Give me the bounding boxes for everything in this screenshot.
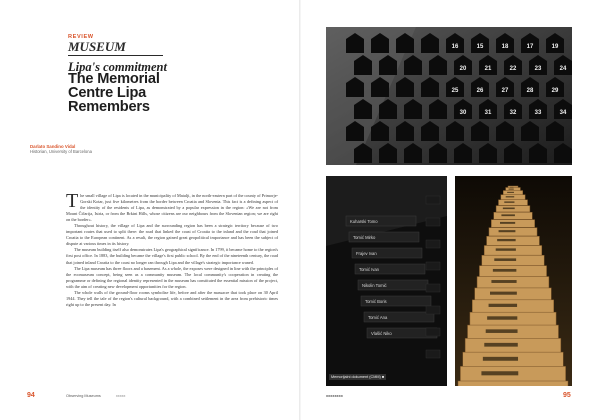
wooden-box [472,300,553,313]
wooden-box [463,352,563,368]
plaque-name: Tomić Ana [368,315,388,320]
plaque-number: 30 [459,110,467,116]
plaque-number: 25 [451,88,459,94]
footer-title: Observing Museums [66,394,101,398]
photo-house-wall [326,27,572,165]
dropcap: T [66,190,79,212]
name-plaque [364,312,434,322]
photo-name-plaques [326,176,447,386]
page-number-left: 94 [27,392,35,399]
running-footer-right: xxxxxxxx [326,394,343,398]
paragraph: The whole walls of the ground-floor rooms symbolise life, before and after the massacre that took place on 30 April 1944. They tell the tale of the region's cultural background, with a combined settlement in the area from prehistoric times right up to the present day. In [66,289,278,307]
wooden-box [479,266,546,277]
wooden-box [501,195,525,200]
wooden-box [489,228,537,236]
plaque-number: 27 [501,88,509,94]
section-tag: REVIEW [68,34,94,40]
kicker-rule [68,55,163,56]
article-title [68,72,238,114]
name-plaque [349,232,419,242]
author-name: Darlato Sandino Vidal [30,144,76,149]
plaque-number: 23 [534,66,542,72]
wooden-box [491,220,534,228]
plaque-number: 21 [484,66,492,72]
plaque-number: 34 [559,110,567,116]
page-number-right: 95 [563,392,571,399]
name-plaque [346,216,416,226]
plaque-number: 19 [551,44,559,50]
plaque-name: Tomić Boris [365,299,387,304]
plaque-name: Tomić Ivan [359,267,380,272]
plaque-name: Kuharski Tomo [350,219,378,224]
plaque-number: 31 [484,110,492,116]
plaque-number: 29 [551,88,559,94]
plaque-name: Frajev Ivan [356,251,377,256]
house-wall-image [326,27,572,165]
plaque-number: 22 [509,66,517,72]
plaque-number: 17 [526,44,534,50]
wooden-box [458,381,568,386]
wooden-box [487,236,540,245]
wooden-box [468,325,559,339]
plaque-number: 24 [559,66,567,72]
running-footer-left [66,394,125,398]
author-affiliation: Historian, University of Barcelona [30,149,92,154]
name-plaques-image [326,176,447,386]
plaque-number: 32 [509,110,517,116]
wooden-box [484,245,542,255]
paragraph: The small village of Lipa is located in the municipality of Matulji, in the north-eastern part of the county of Primorje-Gorski Kotar, just five kilometres from the border between Croatia and Slovenia. This fact is a defining aspect of the identity of the residents of Lipa, as demonstrated by a popular expression in the region: «We are not from Mount Čičarija, Istria, or from the Brkini Hills, whose citizens are our neighbours from the Slovenian region; we are right on the border». [66,190,278,223]
wooden-box [482,255,544,265]
article-subtitle: Lipa's commitment [68,60,167,74]
photo-wooden-boxes [455,176,572,386]
paragraph: Throughout history, the village of Lipa and the surrounding region has been a strategic territory because of two important routes that used to split there: the road that linked the coast of Croatia to the inland and the road that joined Croatia to the European continent. As a result, the region gained great geopolitical importance and has been the subject of dispute at various times in its history. [66,223,278,247]
paragraph: The Lipa museum has three floors and a basement. As a whole, the exposes were designed in line with the principles of the ecomuseum concept, being seen as a community museum. The local community's cooperation in creating the programme or defining the regional identity represented in the museum has constituted the essential mission of the project, with the aim of creating new development opportunities for the region. [66,265,278,289]
plaque-number: 26 [476,88,484,94]
plaque-number: 15 [476,44,484,50]
wooden-box [475,288,552,300]
plaque-name: Nikolin Tomić [362,283,387,288]
wooden-box [477,277,549,289]
title-line-3: Remembers [68,99,150,115]
plaque-name: Tomić Mirko [353,235,376,240]
name-plaque [361,296,431,306]
photo-caption: Memorijalni dokument (CMM) ■ [331,375,385,379]
name-plaque [358,280,428,290]
wooden-boxes-image [455,176,572,386]
page-gutter [299,0,301,420]
wooden-box [460,366,565,382]
wooden-box [503,191,523,195]
wooden-box [496,206,530,212]
wooden-box [470,312,556,326]
article-body [66,190,278,308]
plaque-name: Vlašić Niko [371,331,392,336]
name-plaque [355,264,425,274]
plaque-number: 33 [534,110,542,116]
kicker-heading: MUSEUM [68,39,126,54]
name-plaque [352,248,422,258]
plaque-number: 16 [451,44,459,50]
plaque-number: 20 [459,66,467,72]
title-line-1: The Memorial [68,71,160,87]
plaque-number: 18 [501,44,509,50]
wooden-box [498,200,527,206]
wooden-box [465,338,561,353]
paragraph: The museum building itself also demonstrates Lipa's geographical significance. In 1799, it became home to the region's first post office. In 1883, the building became the village's first public school. By the end of the nineteenth century, the road that joined inland Croatia to the coast no longer ran through Lipa and the village's strategic importance waned. [66,247,278,265]
title-line-2: Centre Lipa [68,85,147,101]
wooden-box [494,212,533,219]
footer-month: xxxxx [115,394,126,398]
plaque-number: 28 [526,88,534,94]
